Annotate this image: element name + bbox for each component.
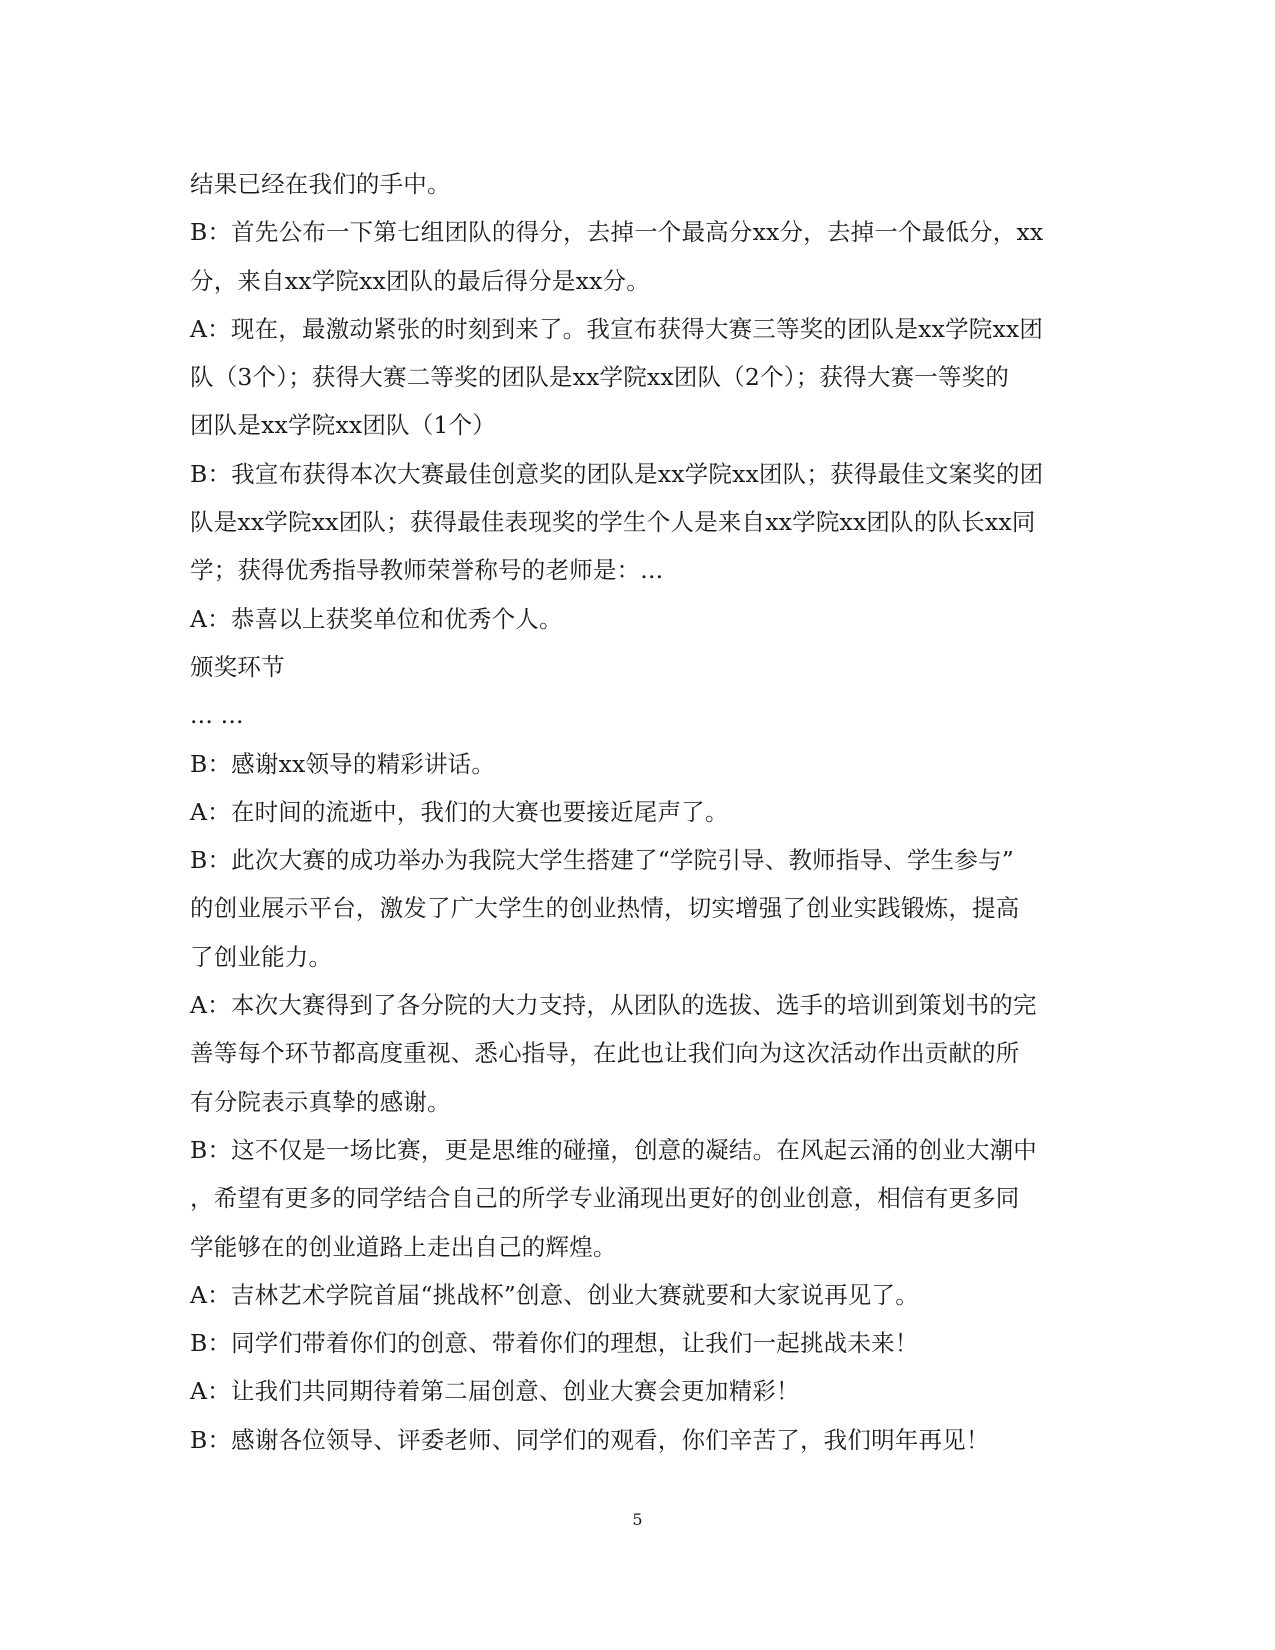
text-line: A：现在，最激动紧张的时刻到来了。我宣布获得大赛三等奖的团队是xx学院xx团 [190, 314, 1044, 343]
text-line: 善等每个环节都高度重视、悉心指导，在此也让我们向为这次活动作出贡献的所 [190, 1039, 1020, 1068]
text-line: 队（3个）；获得大赛二等奖的团队是xx学院xx团队（2个）；获得大赛一等奖的 [190, 363, 1010, 392]
text-line: ，希望有更多的同学结合自己的所学专业涌现出更好的创业创意，相信有更多同 [190, 1184, 1020, 1213]
text-line: 结果已经在我们的手中。 [190, 170, 451, 198]
text-line: A：恭喜以上获奖单位和优秀个人。 [190, 604, 563, 633]
text-line: B：感谢各位领导、评委老师、同学们的观看，你们辛苦了，我们明年再见！ [190, 1425, 990, 1454]
text-line: 队是xx学院xx团队；获得最佳表现奖的学生个人是来自xx学院xx团队的队长xx同 [190, 508, 1036, 537]
text-line: B：我宣布获得本次大赛最佳创意奖的团队是xx学院xx团队；获得最佳文案奖的团 [190, 459, 1044, 488]
text-line: 的创业展示平台，激发了广大学生的创业热情，切实增强了创业实践锻炼，提高 [190, 894, 1020, 923]
text-line: B：感谢xx领导的精彩讲话。 [190, 749, 496, 778]
text-line: 了创业能力。 [190, 942, 333, 971]
text-line: B：这不仅是一场比赛，更是思维的碰撞，创意的凝结。在风起云涌的创业大潮中 [190, 1135, 1037, 1164]
text-line: A：让我们共同期待着第二届创意、创业大赛会更加精彩！ [190, 1377, 800, 1406]
text-line: 学；获得优秀指导教师荣誉称号的老师是：... [190, 556, 664, 585]
document-body [190, 160, 1050, 1464]
text-line: 学能够在的创业道路上走出自己的辉煌。 [190, 1232, 617, 1261]
section-heading: 颁奖环节 [190, 652, 285, 681]
page-number: 5 [632, 1510, 643, 1529]
text-line: A：在时间的流逝中，我们的大赛也要接近尾声了。 [190, 797, 729, 826]
text-line: 分，来自xx学院xx团队的最后得分是xx分。 [190, 266, 650, 295]
text-line: B：首先公布一下第七组团队的得分，去掉一个最高分xx分，去掉一个最低分，xx [190, 218, 1044, 247]
text-block [190, 160, 1050, 1464]
text-line: A：吉林艺术学院首届“挑战杯”创意、创业大赛就要和大家说再见了。 [190, 1280, 919, 1309]
text-line: B：同学们带着你们的创意、带着你们的理想，让我们一起挑战未来！ [190, 1329, 919, 1358]
text-line: A：本次大赛得到了各分院的大力支持，从团队的选拔、选手的培训到策划书的完 [190, 991, 1037, 1020]
text-line: 有分院表示真挚的感谢。 [190, 1087, 451, 1116]
ellipsis-line: ... ... [190, 701, 244, 730]
text-line: 团队是xx学院xx团队（1个） [190, 411, 496, 440]
text-line: B：此次大赛的成功举办为我院大学生搭建了“学院引导、教师指导、学生参与” [190, 846, 1014, 875]
